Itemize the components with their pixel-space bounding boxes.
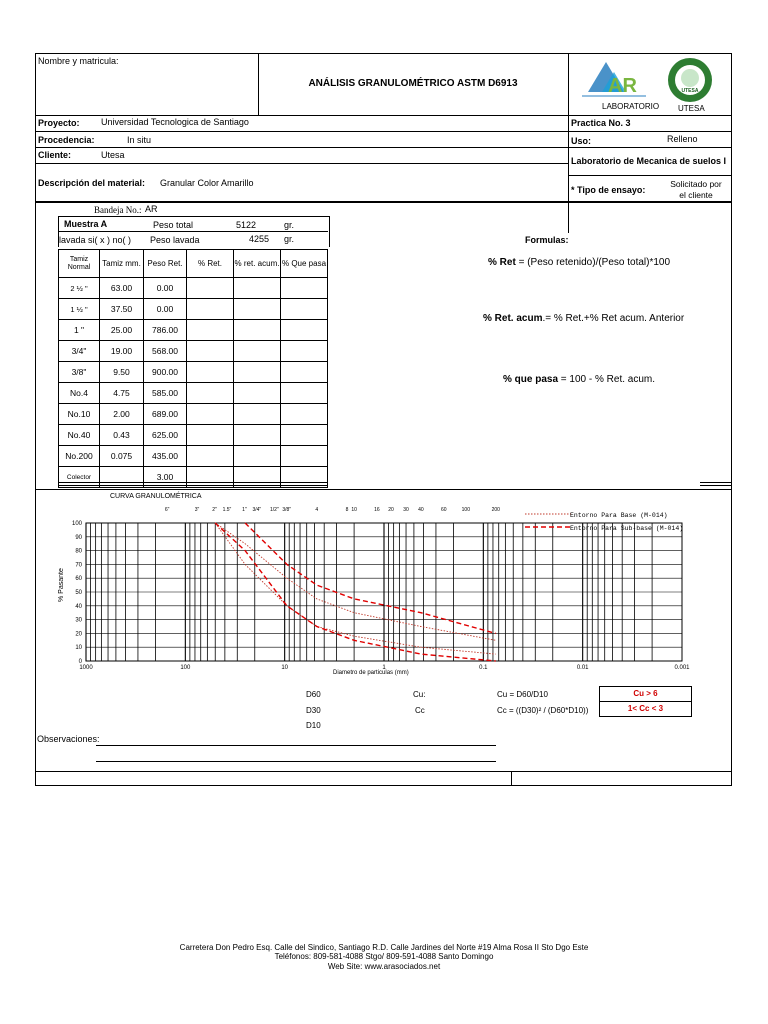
d60-label: D60 [306, 690, 321, 699]
cell-pct-ret [187, 383, 234, 404]
footer-address: Carretera Don Pedro Esq. Calle del Sindico, Santiago R.D. Calle Jardines del Norte #19 Alma Rosa II Sto Dgo Este [179, 943, 589, 952]
x-tick-label: 1000 [79, 665, 93, 671]
cu-limit-box: Cu > 6 [599, 686, 692, 702]
divider [58, 485, 328, 486]
cell-pct-que-pasa [281, 341, 328, 362]
y-tick-label: 50 [75, 590, 82, 596]
laboratorio-label: Laboratorio de Mecanica de suelos I [571, 156, 727, 166]
cell-pct-que-pasa [281, 383, 328, 404]
peso-total-value: 5122 [236, 220, 257, 230]
formula-ret [488, 257, 670, 268]
formula-ret-term: % Ret [488, 257, 516, 268]
sieve-label: 1" [242, 507, 247, 513]
x-tick-label: 10 [281, 665, 289, 671]
uso-value: Relleno [667, 134, 698, 144]
svg-text:UTESA: UTESA [681, 88, 699, 94]
footer-phones: Teléfonos: 809-581-4088 Stgo/ 809-591-4088 Santo Domingo [274, 952, 494, 961]
cell-pct-que-pasa [281, 425, 328, 446]
divider [700, 482, 732, 483]
table-row [59, 404, 328, 425]
table-row [59, 362, 328, 383]
cell-peso-ret: 3.00 [144, 467, 187, 488]
y-tick-label: 90 [75, 534, 82, 541]
divider [568, 175, 732, 176]
x-tick-label: 0.1 [479, 665, 488, 671]
formula-que-pasa-term: % que pasa [503, 374, 559, 385]
cell-pct-ret-acum [234, 425, 281, 446]
sieve-label: 40 [418, 507, 424, 513]
cell-tamiz-mm: 63.00 [100, 278, 144, 299]
header-pct-ret-acum: % ret. acum. [234, 250, 281, 278]
cell-pct-ret-acum [234, 446, 281, 467]
tipo-ensayo-value-2: el cliente [679, 190, 713, 200]
peso-total-label: Peso total [153, 220, 194, 230]
x-axis-label: Diametro de particulas (mm) [333, 670, 409, 676]
divider [511, 771, 512, 786]
divider [35, 201, 732, 203]
cu-label: Cu: [413, 690, 426, 699]
cu-formula: Cu = D60/D10 [497, 690, 548, 699]
cell-tamiz-mm: 0.43 [100, 425, 144, 446]
name-label: Nombre y matricula: [38, 56, 119, 66]
cell-peso-ret: 625.00 [144, 425, 187, 446]
cell-peso-ret: 0.00 [144, 299, 187, 320]
sieve-label: 6" [164, 507, 170, 513]
cell-pct-que-pasa [281, 404, 328, 425]
grain-size-chart [35, 490, 732, 680]
table-row [59, 299, 328, 320]
uso-label: Uso: [571, 136, 591, 146]
cell-peso-ret: 585.00 [144, 383, 187, 404]
cell-tamiz-mm: 9.50 [100, 362, 144, 383]
cell-tamiz-normal: 3/4" [59, 341, 100, 362]
cell-pct-que-pasa [281, 320, 328, 341]
cell-peso-ret: 689.00 [144, 404, 187, 425]
table-row [59, 278, 328, 299]
descripcion-value: Granular Color Amarillo [160, 178, 254, 188]
sieve-label: 30 [403, 507, 409, 513]
divider [568, 53, 569, 233]
sieve-label: 2" [212, 507, 217, 513]
sieve-label: 60 [441, 507, 447, 513]
practica-label: Practica No. 3 [571, 118, 631, 128]
proyecto-label: Proyecto: [38, 118, 80, 128]
y-tick-label: 100 [71, 521, 82, 527]
unit-gr-1: gr. [284, 220, 295, 230]
table-row [59, 320, 328, 341]
cliente-value: Utesa [101, 150, 125, 160]
cell-pct-ret [187, 446, 234, 467]
sieve-label: 16 [374, 507, 380, 513]
procedencia-value: In situ [127, 135, 152, 145]
y-tick-label: 20 [75, 631, 82, 638]
cell-pct-ret-acum [234, 299, 281, 320]
cell-peso-ret: 568.00 [144, 341, 187, 362]
descripcion-label: Descripción del material: [38, 178, 146, 188]
footer-website: Web Site: www.arasociados.net [327, 962, 441, 971]
divider [700, 485, 732, 486]
x-tick-label: 1 [382, 665, 386, 671]
peso-lavada-value: 4255 [249, 234, 270, 244]
sieve-label: 8 [345, 507, 349, 513]
cell-peso-ret: 435.00 [144, 446, 187, 467]
table-row [59, 446, 328, 467]
tipo-ensayo-label: * Tipo de ensayo: [571, 185, 646, 195]
cell-pct-que-pasa [281, 299, 328, 320]
d30-label: D30 [306, 706, 321, 715]
table-row [59, 341, 328, 362]
cell-pct-ret-acum [234, 278, 281, 299]
x-tick-label: 0.01 [576, 665, 589, 671]
y-tick-label: 0 [78, 659, 82, 665]
header-pct-ret: % Ret. [187, 250, 234, 278]
cc-limit-box: 1< Cc < 3 [599, 701, 692, 717]
divider [35, 147, 732, 148]
divider [58, 482, 328, 483]
cell-pct-ret [187, 362, 234, 383]
legend-label: Entorno Para Base (M-014) [570, 512, 668, 519]
cell-pct-ret-acum [234, 341, 281, 362]
header-tamiz-normal: Tamiz Normal [59, 250, 100, 278]
sieve-label: 20 [388, 507, 394, 513]
formula-que-pasa [503, 374, 655, 385]
cell-tamiz-normal: No.4 [59, 383, 100, 404]
y-tick-label: 80 [75, 548, 82, 555]
cell-tamiz-mm: 25.00 [100, 320, 144, 341]
divider [58, 231, 328, 232]
y-tick-label: 40 [75, 603, 82, 610]
cell-pct-que-pasa [281, 278, 328, 299]
peso-lavada-label: Peso lavada [150, 235, 200, 245]
document-title: ANÁLISIS GRANULOMÉTRICO ASTM D6913 [308, 78, 518, 89]
lavada-label: lavada si( x ) no( ) [59, 235, 132, 245]
cell-pct-ret-acum [234, 404, 281, 425]
sieve-label: 200 [491, 507, 500, 513]
cell-tamiz-normal: 2 ½ " [59, 278, 100, 299]
observaciones-label: Observaciones: [37, 734, 100, 744]
observaciones-line-1 [96, 745, 496, 746]
cell-pct-ret [187, 299, 234, 320]
legend-label: Entorno Para Sub-base (M-014) [570, 525, 684, 532]
y-tick-label: 70 [75, 562, 82, 569]
cell-tamiz-mm: 37.50 [100, 299, 144, 320]
cell-tamiz-normal: No.40 [59, 425, 100, 446]
y-tick-label: 10 [75, 645, 82, 652]
cell-tamiz-normal: 3/8" [59, 362, 100, 383]
granulometry-table [58, 249, 328, 488]
cell-pct-que-pasa [281, 446, 328, 467]
sieve-label: 10 [351, 507, 357, 513]
cell-tamiz-normal: 1 ½ " [59, 299, 100, 320]
logo-caption-laboratorio: LABORATORIO [602, 102, 660, 111]
utesa-seal-icon [666, 56, 714, 104]
cell-pct-ret [187, 341, 234, 362]
sieve-label: 1/2" [269, 507, 279, 513]
cell-tamiz-normal: No.200 [59, 446, 100, 467]
cc-formula: Cc = ((D30)² / (D60*D10)) [497, 706, 589, 715]
procedencia-label: Procedencia: [38, 135, 95, 145]
y-tick-label: 60 [75, 576, 82, 583]
bandeja-label: Bandeja No.: [94, 205, 142, 215]
table-row [59, 425, 328, 446]
sieve-label: 3/8" [282, 507, 292, 513]
table-row [59, 383, 328, 404]
ar-logo [578, 58, 650, 100]
cell-tamiz-normal: Colector [59, 467, 100, 488]
cell-peso-ret: 786.00 [144, 320, 187, 341]
formula-ret-acum-term: % Ret. acum [483, 313, 543, 324]
cell-tamiz-normal: No.10 [59, 404, 100, 425]
formula-ret-acum [483, 313, 684, 324]
cell-pct-ret [187, 425, 234, 446]
x-tick-label: 100 [180, 665, 191, 671]
cc-label: Cc [415, 706, 425, 715]
observaciones-line-2 [96, 761, 496, 762]
cell-pct-ret [187, 404, 234, 425]
divider [35, 115, 732, 116]
x-tick-label: 0.001 [674, 665, 690, 671]
cell-peso-ret: 900.00 [144, 362, 187, 383]
formulas-title: Formulas: [525, 235, 569, 245]
cell-pct-que-pasa [281, 362, 328, 383]
table-header-row [59, 250, 328, 278]
header-tamiz-mm: Tamiz mm. [100, 250, 144, 278]
proyecto-value: Universidad Tecnologica de Santiago [101, 117, 249, 127]
muestra-label: Muestra A [64, 219, 108, 229]
cliente-label: Cliente: [38, 150, 72, 160]
cell-peso-ret: 0.00 [144, 278, 187, 299]
sieve-label: 4 [315, 507, 319, 513]
sieve-label: 3/4" [252, 507, 262, 513]
chart-title: CURVA GRANULOMÉTRICA [110, 493, 202, 500]
header-peso-ret: Peso Ret. [144, 250, 187, 278]
tipo-ensayo-value-1: Solicitado por [670, 179, 722, 189]
cell-pct-ret-acum [234, 383, 281, 404]
cell-tamiz-mm: 0.075 [100, 446, 144, 467]
cell-tamiz-mm: 4.75 [100, 383, 144, 404]
d10-label: D10 [306, 721, 321, 730]
sieve-label: 3" [194, 507, 200, 513]
divider [35, 131, 732, 132]
formula-ret-expr: = (Peso retenido)/(Peso total)*100 [515, 257, 671, 268]
logo-caption-utesa: UTESA [678, 104, 705, 113]
divider [35, 163, 569, 164]
cell-pct-ret [187, 320, 234, 341]
divider [35, 771, 732, 772]
cell-pct-ret-acum [234, 320, 281, 341]
unit-gr-2: gr. [284, 234, 295, 244]
cell-tamiz-mm: 2.00 [100, 404, 144, 425]
formula-que-pasa-expr: = 100 - % Ret. acum. [558, 374, 656, 385]
svg-text:AR: AR [608, 75, 637, 97]
y-tick-label: 30 [75, 617, 82, 624]
bandeja-value: AR [145, 204, 158, 214]
cell-tamiz-normal: 1 " [59, 320, 100, 341]
cell-pct-ret [187, 278, 234, 299]
cell-tamiz-mm: 19.00 [100, 341, 144, 362]
y-axis-label: % Pasante [58, 568, 65, 602]
cell-pct-ret-acum [234, 362, 281, 383]
formula-ret-acum-expr: .= % Ret.+% Ret acum. Anterior [542, 313, 685, 324]
sieve-label: 1.5" [222, 507, 232, 513]
sieve-label: 100 [461, 507, 471, 513]
header-pct-que-pasa: % Que pasa [281, 250, 328, 278]
